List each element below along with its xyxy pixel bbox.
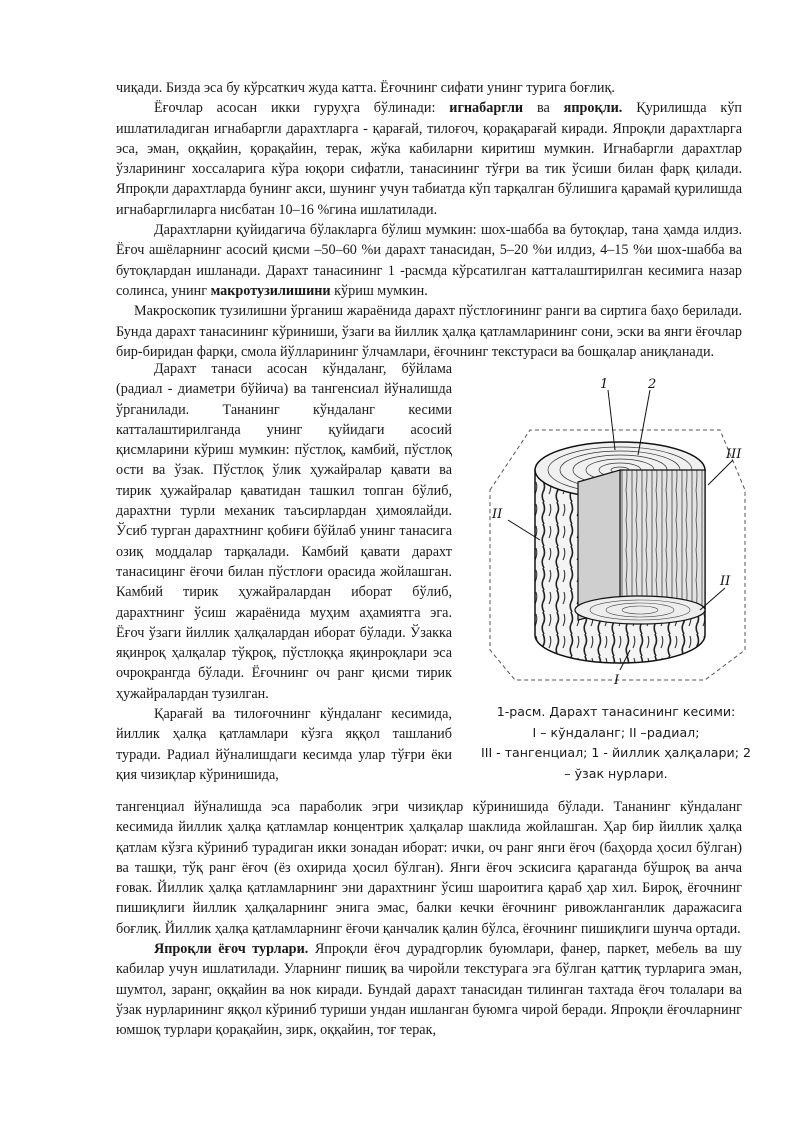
figure-label: II bbox=[492, 507, 503, 522]
trunk-illustration bbox=[470, 370, 760, 690]
caption-line: III - тангенциал; 1 - йиллик ҳалқалари; 2 bbox=[481, 745, 751, 760]
paragraph: Қарағай ва тилоғочнинг кўндаланг кесимида, йиллик ҳалқа қатламлари кўзга яққол ташланиб туради. Радиал йўналишдаги кесимда улар тўғри ёки қия чизиқлар кўринишида, bbox=[116, 706, 452, 783]
bold-term: Япроқли ёғоч турлари. bbox=[154, 941, 309, 958]
caption-line: I – кўндаланг; II –радиал; bbox=[532, 724, 700, 740]
figure-label: I bbox=[614, 673, 620, 688]
text-run: ва bbox=[523, 100, 564, 117]
caption-line: – ўзак нурлари. bbox=[564, 765, 668, 781]
left-column-text bbox=[116, 359, 452, 785]
text-run: Япроқли ёғоч дурадгорлик буюмлари, фанер, паркет, мебель ва шу кабилар учун ишлатилади. Уларнинг пишиқ ва чиройли текстурага эга бўлган қаттиқ турларига эман, шумтол, заранг, оққайин ва нок киради. Бундай дарахт танасидан тилинган тахтада ёғоч толалари ва ўзак нурларининг яққол кўриниб туриши ундан ишланган буюмга чирой беради. Япроқли ёғочларнинг юмшоқ турлари қорақайин, зирк, оққайин, тоғ терак, bbox=[116, 941, 743, 1039]
figure-label: 1 bbox=[600, 377, 609, 392]
figure-label: 2 bbox=[648, 377, 657, 392]
figure-label: II bbox=[720, 574, 731, 589]
paragraph: тангенциал йўналишда эса параболик эгри чизиқлар кўринишида бўлади. Тананинг кўндаланг кесимида йиллик ҳалқа қатламлар концентрик ҳалқалар шаклида жойлашган. Ҳар бир йиллик ҳалқа қатлам кўзга кўриниб турадиган икки зонадан иборат: ички, оч ранг янги ёғоч (баҳорда ҳосил бўлган) ва ташқи, тўқ ранг ёғоч (ёз охирида ҳосил бўлган). Янги ёғоч эскисига қараганда бўшроқ ва анча ғовак. Йиллик ҳалқа қатламларнинг эни дарахтнинг ўсиш шароитига қараб ҳар хил. Бироқ, ёғочнинг пишиқлиги йиллик ҳалқаларнинг энига эмас, балки кечки ёғочнинг ривожланганлик даражасига боғлиқ. Йиллик ҳалқа қатламларнинг ёғочи қанчалик қалин бўлса, ёғочнинг пишиқлиги шунча ортади. bbox=[116, 799, 742, 937]
figure-caption bbox=[456, 702, 776, 784]
bold-term: игнабаргли bbox=[449, 100, 524, 117]
caption-line: 1-расм. Дарахт танасининг кесими: bbox=[496, 704, 736, 719]
bold-term: япроқли. bbox=[563, 100, 623, 117]
text-run: Ёғочлар асосан икки гуруҳга бўлинади: bbox=[154, 100, 450, 117]
tree-trunk-section-figure bbox=[470, 370, 760, 690]
paragraph bbox=[116, 98, 742, 220]
text-run: кўриш мумкин. bbox=[330, 282, 428, 299]
top-text-block bbox=[116, 78, 742, 362]
text-run: Қурилишда кўп ишлатиладиган игнабаргли дарахтларга - қарағай, тилоғоч, қорақарағай киради. Япроқли дарахтларга эса, эман, оққайин, қорақайин, терак, жўка кабиларни киритиш мумкин. Игнабаргли дарахтлар ўзларининг хоссаларига кўра юқори сифатли, танасининг тўғри ва тик ўсиши билан фарқ қилади. Япроқли дарахтларда бунинг акси, шунинг учун табиатда кўп тарқалган бўлишига қарамай қурилишда игнабарглиларга нисбатан 10–16 %гина ишлатилади. bbox=[116, 100, 743, 218]
bottom-text-block bbox=[116, 797, 742, 1041]
paragraph: Дарахт танаси асосан кўндаланг, бўйлама (радиал - диаметри бўйича) ва тангенсиал йўналишда ўрганилади. Тананинг кўндаланг кесими катталаштирилганда унинг қуйидаги асосий қисмларини кўриш мумкин: пўстлоқ, камбий, пўстлоқ ости ва ўзак. Пўстлоқ ўлик ҳужайралар қавати ва тирик ҳужайралар қаватидан ташкил топган бўлиб, дарахтни турли механик таъсирлардан ҳимоялайди. Ўсиб турган дарахтнинг қобиғи бўйлаб унинг танасига озиқ моддалар тарқалади. Камбий қавати дарахт танасицинг ёғочи билан пўстлоғи орасида жойлашган. Камбий тирик ҳужайралардан иборат бўлиб, дарахтнинг ўсиш жараёнида муҳим аҳамиятга эга. Ёғоч ўзаги йиллик ҳалқалардан иборат бўлади. Ўзакка яқинроқ ҳалқалар тўқроқ, пўстлоққа яқинроқлари эса очроқрангда бўлади. Ёғочнинг оч ранг қисми тирик ҳужайралардан тузилган. bbox=[116, 361, 452, 702]
paragraph: чиқади. Бизда эса бу кўрсаткич жуда катта. Ёғочнинг сифати унинг турига боғлиқ. bbox=[116, 80, 615, 96]
bold-term: макротузилишини bbox=[210, 282, 331, 299]
paragraph bbox=[116, 220, 742, 301]
paragraph bbox=[116, 939, 742, 1040]
figure-label: III bbox=[726, 447, 742, 462]
paragraph: Макроскопик тузилишни ўрганиш жараёнида дарахт пўстлоғининг ранги ва сиртига баҳо берилади. Бунда дарахт танасининг кўриниши, ўзаги ва йиллик ҳалқа қатламларининг сони, эски ва янги ёғочлар бир-биридан фарқи, смола йўлларининг ўлчамлари, ёғочнинг текстураси ва бошқалар аниқланади. bbox=[116, 303, 742, 360]
text-run: Дарахтларни қуйидагича бўлакларга бўлиш мумкин: шох-шабба ва бутоқлар, тана ҳамда илдиз. Ёғоч ашёларнинг асосий қисми –50–60 %и дарахт танасидан, 5–20 %и илдиз, 4–15 %и шох-шабба ва бутоқлардан ишланади. Дарахт танасининг 1 -расмда кўрсатилган катталаштирилган кесимига назар солинса, унинг bbox=[116, 222, 742, 299]
